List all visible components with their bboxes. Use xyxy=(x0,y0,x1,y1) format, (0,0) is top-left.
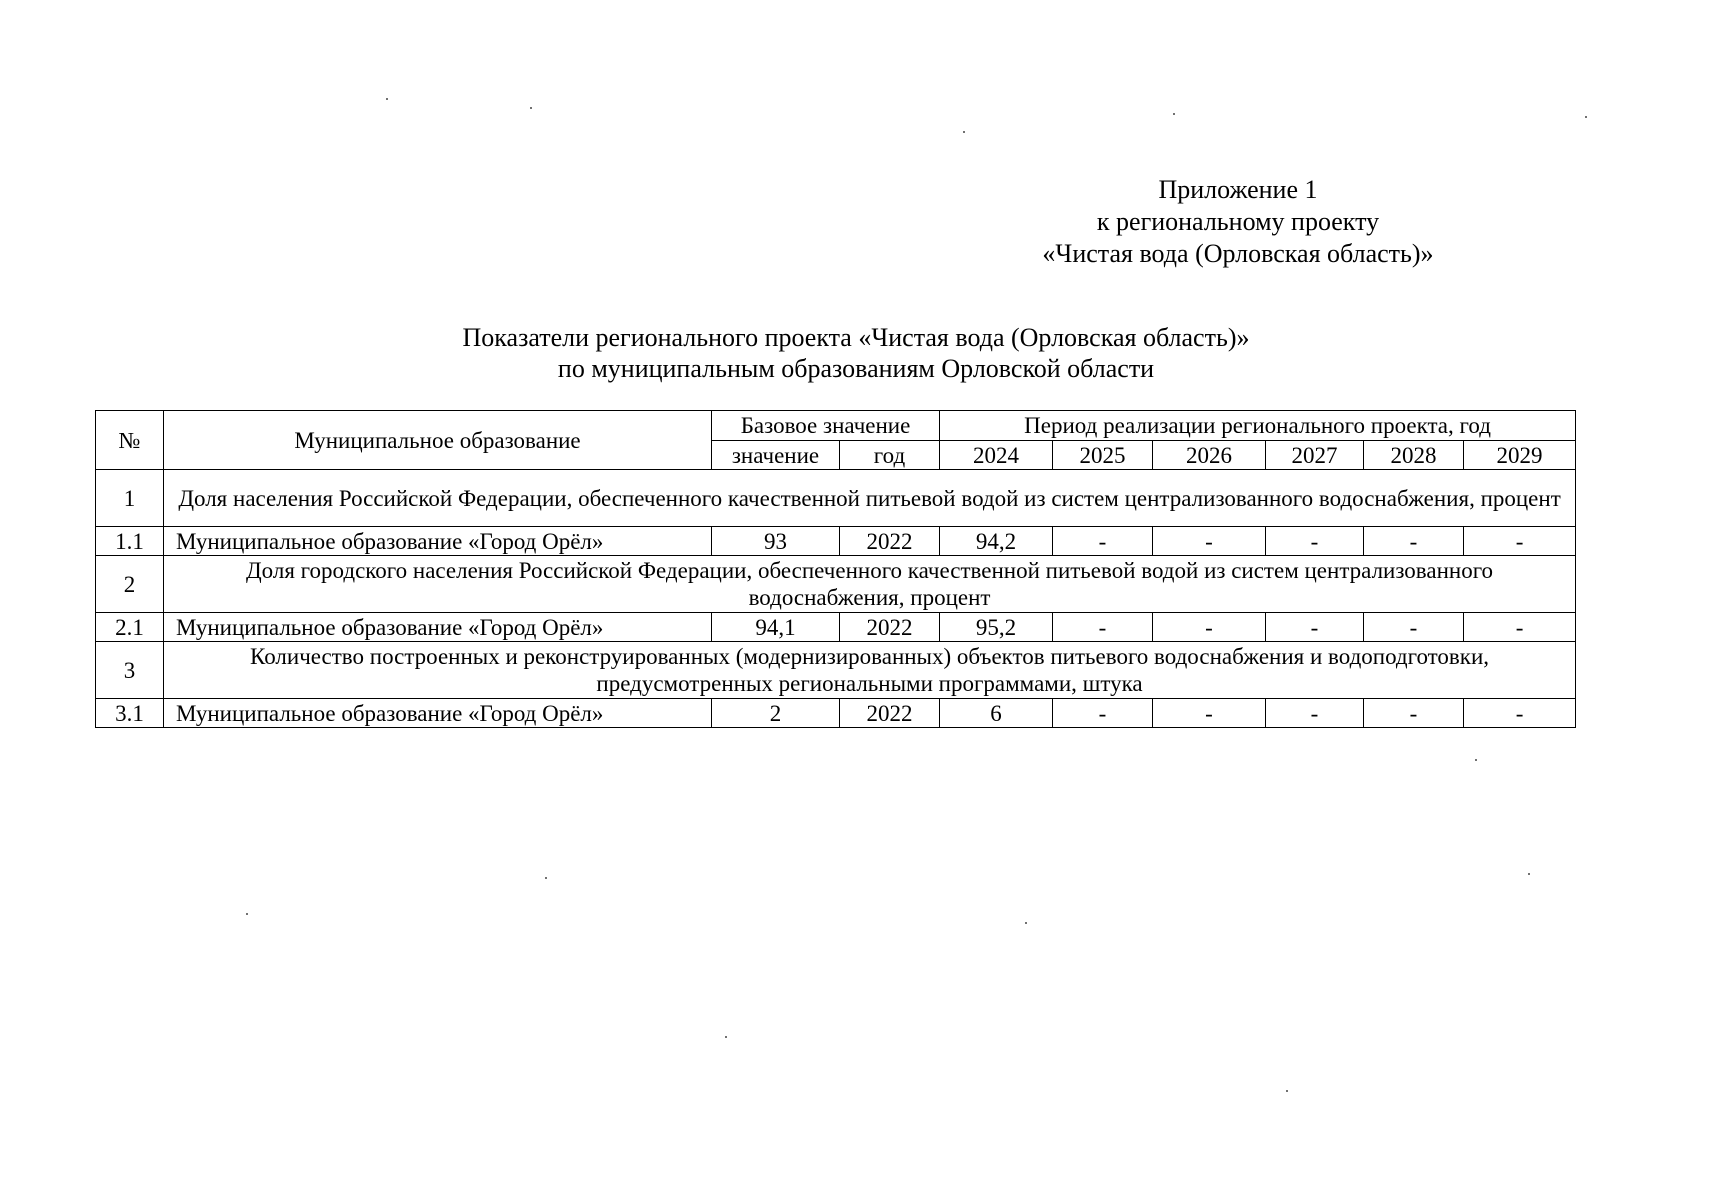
row-value-2025: - xyxy=(1053,613,1153,642)
row-value-2028: - xyxy=(1364,613,1464,642)
header-base-value: Базовое значение xyxy=(712,411,940,441)
row-value-2026: - xyxy=(1153,699,1266,728)
table-row xyxy=(96,699,1576,728)
section-number: 1 xyxy=(96,470,164,527)
table-header-row xyxy=(96,411,1576,441)
scan-speck xyxy=(1475,759,1477,761)
table-row xyxy=(96,527,1576,556)
row-value-2026: - xyxy=(1153,613,1266,642)
header-municipality: Муниципальное образование xyxy=(164,411,712,470)
scan-speck xyxy=(1528,873,1530,875)
row-value-2026: - xyxy=(1153,527,1266,556)
section-row xyxy=(96,642,1576,699)
row-base-year: 2022 xyxy=(840,527,940,556)
row-value-2027: - xyxy=(1266,613,1364,642)
row-value-2029: - xyxy=(1464,699,1576,728)
section-row xyxy=(96,470,1576,527)
document-title-line-2: по муниципальным образованиям Орловской области xyxy=(557,354,1155,383)
section-number: 3 xyxy=(96,642,164,699)
header-value: значение xyxy=(712,441,840,470)
section-number: 2 xyxy=(96,556,164,613)
header-year: год xyxy=(840,441,940,470)
row-value-2025: - xyxy=(1053,699,1153,728)
scan-speck xyxy=(963,131,965,133)
row-base-value: 94,1 xyxy=(712,613,840,642)
header-number: № xyxy=(96,411,164,470)
appendix-line-2: к региональному проекту xyxy=(1096,207,1380,236)
scan-speck xyxy=(1585,116,1587,118)
row-value-2027: - xyxy=(1266,699,1364,728)
scan-speck xyxy=(1286,1090,1288,1092)
document-title-line-1: Показатели регионального проекта «Чистая вода (Орловская область)» xyxy=(462,323,1250,352)
appendix-line-1: Приложение 1 xyxy=(1158,175,1318,204)
scan-speck xyxy=(1173,113,1175,115)
row-value-2024: 95,2 xyxy=(940,613,1053,642)
row-value-2028: - xyxy=(1364,527,1464,556)
scan-speck xyxy=(246,913,248,915)
scan-speck xyxy=(386,98,388,100)
scan-speck xyxy=(545,877,547,879)
section-title: Доля городского населения Российской Федерации, обеспеченного качественной питьевой водой из систем централизованного водоснабжения, процент xyxy=(164,556,1576,613)
section-title: Количество построенных и реконструированных (модернизированных) объектов питьевого водоснабжения и водоподготовки, предусмотренных региональными программами, штука xyxy=(164,642,1576,699)
header-period: Период реализации регионального проекта, год xyxy=(940,411,1576,441)
scan-speck xyxy=(1025,922,1027,924)
section-row xyxy=(96,556,1576,613)
header-year-2024: 2024 xyxy=(940,441,1053,470)
row-value-2024: 94,2 xyxy=(940,527,1053,556)
row-value-2029: - xyxy=(1464,613,1576,642)
row-number: 3.1 xyxy=(96,699,164,728)
section-title: Доля населения Российской Федерации, обеспеченного качественной питьевой водой из систем централизованного водоснабжения, процент xyxy=(164,470,1576,527)
row-value-2028: - xyxy=(1364,699,1464,728)
header-year-2028: 2028 xyxy=(1364,441,1464,470)
row-number: 2.1 xyxy=(96,613,164,642)
row-base-value: 93 xyxy=(712,527,840,556)
row-number: 1.1 xyxy=(96,527,164,556)
row-value-2029: - xyxy=(1464,527,1576,556)
row-value-2025: - xyxy=(1053,527,1153,556)
table-row xyxy=(96,613,1576,642)
indicators-table xyxy=(95,410,1576,728)
row-base-value: 2 xyxy=(712,699,840,728)
appendix-line-3: «Чистая вода (Орловская область)» xyxy=(1042,239,1434,268)
row-municipality: Муниципальное образование «Город Орёл» xyxy=(164,613,712,642)
header-year-2029: 2029 xyxy=(1464,441,1576,470)
appendix-header xyxy=(1008,174,1468,270)
header-year-2025: 2025 xyxy=(1053,441,1153,470)
header-year-2026: 2026 xyxy=(1153,441,1266,470)
row-municipality: Муниципальное образование «Город Орёл» xyxy=(164,527,712,556)
row-value-2024: 6 xyxy=(940,699,1053,728)
row-base-year: 2022 xyxy=(840,699,940,728)
row-municipality: Муниципальное образование «Город Орёл» xyxy=(164,699,712,728)
scan-speck xyxy=(530,107,532,109)
row-value-2027: - xyxy=(1266,527,1364,556)
header-year-2027: 2027 xyxy=(1266,441,1364,470)
scan-speck xyxy=(725,1036,727,1038)
document-title xyxy=(0,322,1712,384)
row-base-year: 2022 xyxy=(840,613,940,642)
